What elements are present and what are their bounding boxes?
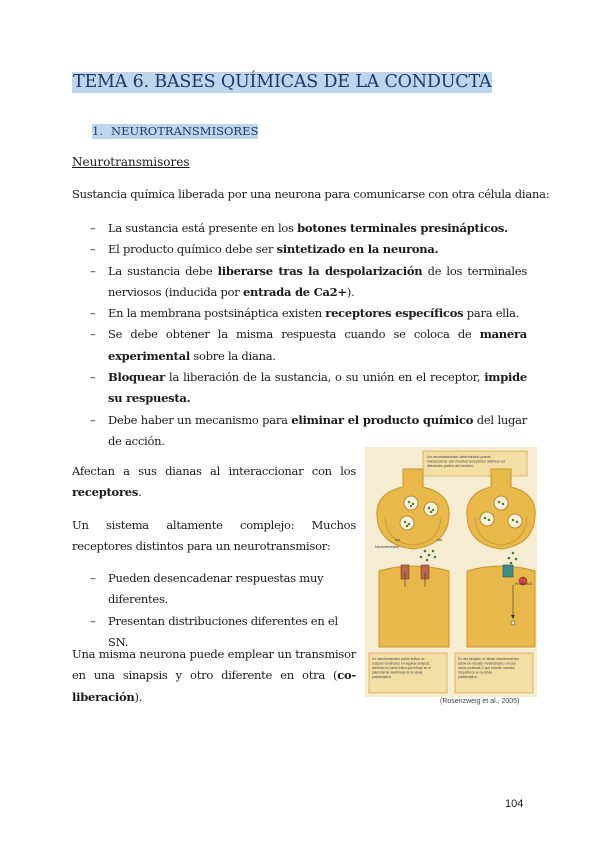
list-item: – Pueden desencadenar respuestas muy diferentes. xyxy=(72,568,356,611)
list-item: – Se debe obtener la misma respuesta cuando se coloca de manera experimental sobre la diana. xyxy=(72,324,527,367)
receptor-properties-list xyxy=(72,568,356,653)
list-item: – Bloquear la liberación de la sustancia, o su unión en el receptor, impide su respuesta. xyxy=(72,367,527,410)
page-number: 104 xyxy=(505,798,524,810)
postsynaptic-cell-right xyxy=(467,565,535,647)
list-item: – La sustancia debe liberarse tras la despolarización de los terminales nerviosos (inducida por entrada de Ca2+). xyxy=(72,261,527,304)
ion-label-right: Ion xyxy=(437,538,442,542)
caption-right-text: En otra sinapsis, el mismo neurotransmisor activa un receptor metabotrópico, el cual activa proteínas G que inducen cambios bioquímicos en la célula postsináptica. xyxy=(458,657,520,679)
intro-paragraph: Sustancia química liberada por una neurona para comunicarse con otra célula diana: xyxy=(72,187,550,201)
caption-left-text: Un neurotransmisor puede activar un receptor ionotrópico en algunas sinapsis, abriendo un canal iónico que influye en el potencial de membrana de la célula postsináptica. xyxy=(372,657,431,679)
list-item: – Debe haber un mecanismo para eliminar el producto químico del lugar de acción. xyxy=(72,410,527,453)
caption-top-line: Un neurotransmisor determinado puede interaccionar con muchos receptores distintos en diferentes partes del cerebro. xyxy=(427,455,506,468)
synapse-figure xyxy=(365,447,537,697)
figure-credit: (Rosenzweig et al., 2005) xyxy=(440,698,520,705)
section-number: 1. xyxy=(92,124,103,138)
subheading: Neurotransmisores xyxy=(72,155,190,169)
section-label: NEUROTRANSMISORES xyxy=(111,124,259,138)
receptor-label: Neurorreceptor xyxy=(375,545,400,549)
postsynaptic-cell-left xyxy=(379,565,449,647)
ion-label-left: Ion xyxy=(395,538,400,542)
coliberation-paragraph: Una misma neurona puede emplear un transmisor en una sinapsis y otro diferente en otra (co-liberación). xyxy=(72,647,356,704)
g-protein-label: Proteína G xyxy=(515,582,533,586)
list-item: – La sustancia está presente en los botones terminales presinápticos. xyxy=(72,218,527,239)
receptors-paragraph: Afectan a sus dianas al interaccionar con los receptores. xyxy=(72,464,356,500)
list-item: – En la membrana postsináptica existen receptores específicos para ella. xyxy=(72,303,527,324)
list-item: – Presentan distribuciones diferentes en el SN. xyxy=(72,611,356,654)
section-heading xyxy=(92,124,258,139)
list-item: – El producto químico debe ser sintetizado en la neurona. xyxy=(72,239,527,260)
page-title: TEMA 6. BASES QUÍMICAS DE LA CONDUCTA xyxy=(73,72,492,92)
criteria-list xyxy=(72,218,527,452)
complex-system-paragraph: Un sistema altamente complejo: Muchos receptores distintos para un neurotransmisor: xyxy=(72,518,356,554)
